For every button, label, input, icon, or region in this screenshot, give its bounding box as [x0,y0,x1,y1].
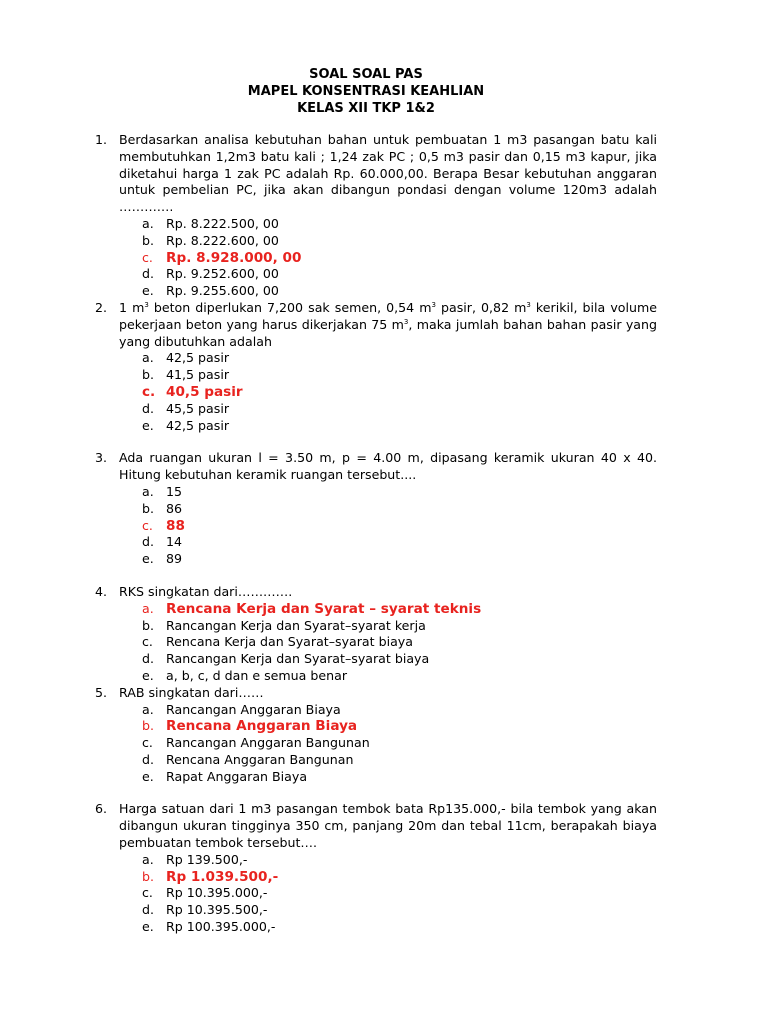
option-e[interactable] [142,919,657,936]
option-a[interactable] [142,851,657,869]
superscript: 3 [526,300,531,309]
option-list [119,216,657,300]
option-text: Rp 1.039.500,- [166,868,279,885]
option-text: Rencana Kerja dan Syarat–syarat biaya [166,634,413,650]
option-text: Rencana Anggaran Bangunan [166,751,354,767]
option-c-correct[interactable] [142,517,657,535]
option-text: Rp 10.395.500,- [166,902,268,918]
option-list [119,484,657,568]
option-letter: e. [142,551,154,567]
option-text: 41,5 pasir [166,367,229,383]
option-e[interactable] [142,768,657,786]
question-5 [95,684,657,786]
option-letter: e. [142,417,154,433]
spacer [0,434,768,450]
option-text: Rp. 8.928.000, 00 [166,249,302,266]
option-text: 14 [166,534,183,550]
option-letter: d. [142,651,154,667]
question-number: 1. [95,132,108,147]
option-b-correct[interactable] [142,718,657,735]
header-title: SOAL SOAL PAS [309,67,423,82]
option-letter: a. [142,701,154,717]
option-letter: c. [142,634,153,650]
option-letter: c. [142,249,153,265]
option-letter: b. [142,232,154,248]
option-text: 86 [166,500,183,516]
option-letter: a. [142,215,154,231]
question-text: RAB singkatan dari…… [119,684,264,700]
option-letter: d. [142,751,154,767]
option-letter: a. [142,600,154,616]
option-a[interactable] [142,701,657,719]
option-c[interactable] [142,735,657,752]
option-letter: d. [142,266,154,282]
spacer [0,785,768,801]
header-class: KELAS XII TKP 1&2 [297,101,435,116]
option-text: Rp 10.395.000,- [166,885,268,901]
option-text: 45,5 pasir [166,400,229,416]
option-text: a, b, c, d dan e semua benar [166,667,347,683]
option-letter: b. [142,617,154,633]
option-letter: b. [142,367,154,383]
option-letter: e. [142,919,154,935]
option-e[interactable] [142,667,657,685]
superscript: 3 [144,300,149,309]
option-e[interactable] [142,417,657,435]
option-e[interactable] [142,283,657,300]
option-e[interactable] [142,551,657,568]
option-list [119,852,657,936]
option-d[interactable] [142,902,657,919]
option-text: Rancangan Anggaran Bangunan [166,735,370,751]
option-a[interactable] [142,215,657,233]
option-text: Rapat Anggaran Biaya [166,768,308,784]
question-1 [95,132,657,300]
option-text: 42,5 pasir [166,350,229,366]
option-list [119,350,657,434]
option-c-correct[interactable] [142,249,657,267]
option-text: Rp. 8.222.500, 00 [166,215,279,231]
option-letter: d. [142,902,154,918]
option-letter: a. [142,483,154,499]
question-number: 5. [95,684,108,700]
option-text: Rp. 8.222.600, 00 [166,232,279,248]
option-letter: b. [142,718,154,734]
superscript: 3 [403,317,409,326]
option-letter: a. [142,851,154,867]
option-text: Rencana Anggaran Biaya [166,718,358,735]
option-d[interactable] [142,400,657,418]
option-c-correct[interactable] [142,383,657,401]
option-text: Rp. 9.255.600, 00 [166,283,279,299]
option-letter: c. [142,735,153,751]
option-b[interactable] [142,232,657,250]
option-a[interactable] [142,350,657,367]
option-text: Rancangan Anggaran Biaya [166,701,341,717]
question-4 [95,583,657,685]
option-text: 89 [166,551,183,567]
option-text: Rancangan Kerja dan Syarat–syarat biaya [166,651,430,667]
question-list [0,132,768,936]
question-2 [95,299,657,434]
option-b-correct[interactable] [142,868,657,886]
question-text: RKS singkatan dari…………. [119,583,293,599]
header-subject: MAPEL KONSENTRASI KEAHLIAN [247,84,485,99]
question-number: 2. [95,299,108,315]
question-text: Harga satuan dari 1 m3 pasangan tembok bata Rp135.000,- bila tembok yang akan dibangun ukuran tingginya 350 cm, panjang 20m dan tebal 11cm, berapakah biaya pembuatan tembok tersebut…. [119,801,657,851]
option-c[interactable] [142,634,657,651]
option-letter: e. [142,768,154,784]
question-number: 3. [95,450,108,466]
question-3 [95,450,657,568]
document-header [0,66,732,117]
option-letter: d. [142,534,154,550]
question-text: Ada ruangan ukuran l = 3.50 m, p = 4.00 m, dipasang keramik ukuran 40 x 40. Hitung kebutuhan keramik ruangan tersebut.... [119,450,657,483]
option-text: 42,5 pasir [166,417,229,433]
superscript: 3 [431,300,436,309]
option-c[interactable] [142,885,657,902]
option-d[interactable] [142,651,657,668]
option-letter: c. [142,885,153,901]
question-number: 4. [95,583,108,599]
option-letter: c. [142,517,153,533]
spacer [0,568,768,584]
option-b[interactable] [142,617,657,635]
option-letter: b. [142,868,154,884]
option-a[interactable] [142,483,657,501]
option-letter: e. [142,667,154,683]
option-b[interactable] [142,500,657,518]
option-b[interactable] [142,367,657,384]
option-text: Rp. 9.252.600, 00 [166,266,279,282]
question-6 [95,801,657,935]
option-letter: c. [142,383,156,400]
option-text: 40,5 pasir [166,383,243,400]
option-a-correct[interactable] [142,600,657,618]
option-letter: b. [142,500,154,516]
option-list [119,702,657,786]
option-text: 88 [166,517,185,534]
option-text: Rancangan Kerja dan Syarat–syarat kerja [166,617,426,633]
option-letter: d. [142,400,154,416]
option-text: Rp 139.500,- [166,851,248,867]
option-text: 15 [166,483,183,499]
option-d[interactable] [142,266,657,283]
option-d[interactable] [142,534,657,551]
question-text: 1 $m^3$ beton diperlukan 7,200 sak semen, 0,54 $m^3$ pasir, 0,82 $m^3$ kerikil, bila volume pekerjaan beton yang harus dikerjakan 75 $m^3$, maka jumlah bahan bahan pasir yang yang dibutuhkan adalah [119,299,657,349]
option-d[interactable] [142,751,657,769]
question-number: 6. [95,801,108,817]
option-text: Rencana Kerja dan Syarat – syarat teknis [166,600,482,617]
option-letter: a. [142,350,154,366]
option-text: Rp 100.395.000,- [166,919,276,935]
option-letter: e. [142,283,154,299]
option-list [119,601,657,685]
question-text: Berdasarkan analisa kebutuhan bahan untuk pembuatan 1 m3 pasangan batu kali membutuhkan 1,2m3 batu kali ; 1,24 zak PC ; 0,5 m3 pasir dan 0,15 m3 kapur, jika diketahui harga 1 zak PC adalah Rp. 60.000,00. Berapa Besar kebutuhan anggaran untuk pembelian PC, jika akan dibangun pondasi dengan volume 120m3 adalah …………. [119,132,657,215]
